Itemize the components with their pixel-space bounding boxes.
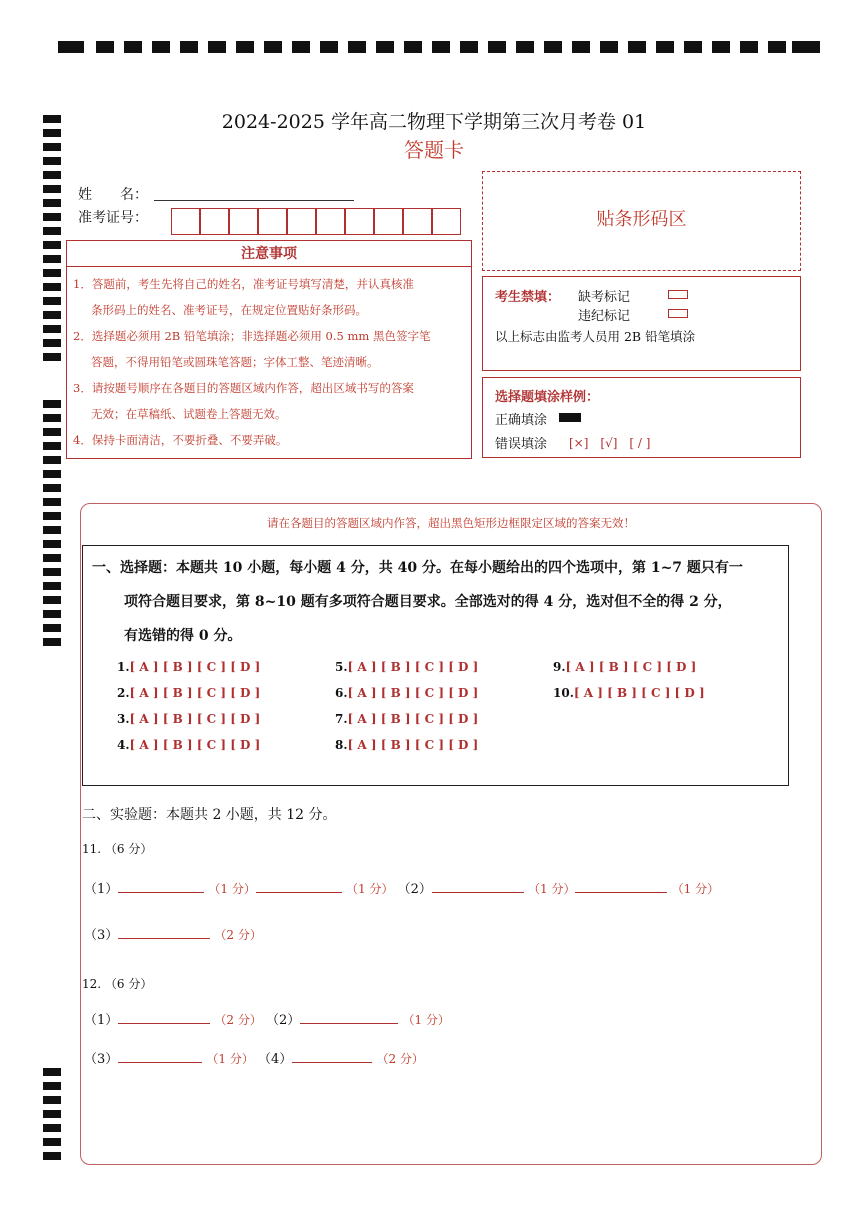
timing-mark [264,41,282,53]
answer-area-notice: 请在各题目的答题区域内作答，超出黑色矩形边框限定区域的答案无效！ [267,516,635,530]
question-number: 1. [117,660,130,674]
question-number: 2. [117,686,130,700]
choice-options[interactable]: [ A ] [ B ] [ C ] [ D ] [347,738,479,752]
question-number: 7. [335,712,348,726]
answer-blank[interactable] [300,1012,398,1024]
points: （2 分） [214,1013,262,1027]
timing-mark [43,1138,61,1146]
choice-options[interactable]: [ A ] [ B ] [ C ] [ D ] [347,686,479,700]
id-digit-box[interactable] [316,208,345,235]
part-label: （3） [84,928,119,943]
timing-mark [236,41,254,53]
choice-options[interactable]: [ A ] [ B ] [ C ] [ D ] [129,738,261,752]
timing-mark [43,512,61,520]
notice-item: 无效；在草稿纸、试题卷上答题无效。 [91,407,287,421]
timing-mark [43,353,61,361]
timing-mark [43,1110,61,1118]
sample-title: 选择题填涂样例： [495,390,600,405]
timing-mark [600,41,618,53]
answer-blank[interactable] [118,927,210,939]
choice-options[interactable]: [ A ] [ B ] [ C ] [ D ] [129,712,261,726]
mc-question-5[interactable] [335,660,478,674]
points: （1 分） [346,882,394,896]
answer-blank[interactable] [292,1051,372,1063]
timing-mark [404,41,422,53]
timing-mark [656,41,674,53]
choice-options[interactable]: [ A ] [ B ] [ C ] [ D ] [573,686,705,700]
timing-mark [43,610,61,618]
answer-blank[interactable] [575,881,667,893]
name-field[interactable] [154,200,354,201]
question-number: 5. [335,660,348,674]
points: （1 分） [671,882,720,896]
question-number: 8. [335,738,348,752]
notice-item: 2．选择题必须用 2B 铅笔填涂；非选择题必须用 0.5 mm 黑色签字笔 [73,329,431,343]
mc-question-7[interactable] [335,712,478,726]
answer-blank[interactable] [118,1012,210,1024]
timing-mark [43,283,61,291]
q12-label: 12. （6 分） [82,977,153,991]
timing-mark [460,41,478,53]
question-number: 6. [335,686,348,700]
timing-mark [43,484,61,492]
id-digit-box[interactable] [229,208,258,235]
points: （1 分） [402,1013,450,1027]
timing-mark [43,414,61,422]
timing-mark [43,596,61,604]
timing-mark [43,241,61,249]
timing-mark [432,41,450,53]
mc-instructions-line1: 一、选择题：本题共 10 小题，每小题 4 分，共 40 分。在每小题给出的四个选项中，第 1~7 题只有一 [92,560,743,576]
timing-mark [43,1096,61,1104]
id-digit-box[interactable] [403,208,432,235]
notice-item: 条形码上的姓名、准考证号，在规定位置贴好条形码。 [91,303,367,317]
ban-note: 以上标志由监考人员用 2B 铅笔填涂 [495,329,696,344]
part-label: （1） [84,1013,119,1028]
timing-mark [43,297,61,305]
timing-mark [43,185,61,193]
timing-mark [320,41,338,53]
notice-heading: 注意事项 [67,241,471,267]
page-subtitle: 答题卡 [404,138,464,162]
timing-mark [43,1152,61,1160]
wrong-fill-marks: [×] [√] [ / ] [569,436,651,450]
timing-mark [43,540,61,548]
id-digit-box[interactable] [258,208,287,235]
part-label: （1） [84,882,119,897]
timing-mark [43,456,61,464]
timing-mark [43,470,61,478]
correct-fill-mark [559,413,581,422]
timing-mark [348,41,366,53]
timing-mark [628,41,646,53]
fill-sample-box [482,377,801,458]
question-number: 9. [553,660,566,674]
timing-mark [43,269,61,277]
timing-mark [43,428,61,436]
timing-mark [43,554,61,562]
id-label: 准考证号： [78,210,148,226]
wrong-fill-label: 错误填涂 [495,437,548,452]
timing-mark [292,41,310,53]
timing-mark [58,41,84,53]
timing-mark [43,1068,61,1076]
question-number: 4. [117,738,130,752]
q12-row-1 [84,1009,450,1028]
points: （1 分） [208,882,256,896]
part-label: （2） [266,1013,301,1028]
id-digit-box[interactable] [432,208,461,235]
mc-question-4[interactable] [117,738,260,752]
timing-mark [43,638,61,646]
timing-mark [208,41,226,53]
choice-options[interactable]: [ A ] [ B ] [ C ] [ D ] [129,686,261,700]
timing-mark [96,41,114,53]
timing-mark [43,227,61,235]
mc-question-8[interactable] [335,738,478,752]
mc-instructions-line2: 项符合题目要求，第 8~10 题有多项符合题目要求。全部选对的得 4 分，选对但不全的得 2 分， [124,594,732,610]
timing-mark [43,498,61,506]
absent-mark-box[interactable] [668,290,688,299]
id-digit-box[interactable] [287,208,316,235]
ban-label: 考生禁填： [495,290,561,305]
q12-row-2 [84,1048,424,1067]
answer-blank[interactable] [432,881,524,893]
q11-row-1 [84,878,719,897]
absent-mark-label: 缺考标记 [578,290,631,305]
timing-mark [43,325,61,333]
barcode-area [482,171,801,271]
timing-mark [792,41,820,53]
mc-question-1[interactable] [117,660,260,674]
timing-mark [43,1082,61,1090]
barcode-label: 贴条形码区 [596,209,687,230]
exam-ban-box [482,276,801,371]
timing-mark [684,41,702,53]
points: （2 分） [376,1052,424,1066]
notice-item: 3．请按题号顺序在各题目的答题区域内作答，超出区域书写的答案 [73,381,414,395]
notice-item: 1．答题前，考生先将自己的姓名，准考证号填写清楚，并认真核准 [73,277,414,291]
question-number: 3. [117,712,130,726]
choice-options[interactable]: [ A ] [ B ] [ C ] [ D ] [565,660,697,674]
part-label: （4） [258,1052,293,1067]
page-title: 2024-2025 学年高二物理下学期第三次月考卷 01 [221,111,647,133]
timing-mark [488,41,506,53]
mc-question-2[interactable] [117,686,260,700]
mc-question-3[interactable] [117,712,260,726]
choice-options[interactable]: [ A ] [ B ] [ C ] [ D ] [347,712,479,726]
question-number: 10. [553,686,574,700]
notice-item: 4．保持卡面清洁，不要折叠、不要弄破。 [73,433,288,447]
id-digit-box[interactable] [200,208,229,235]
violation-mark-label: 违纪标记 [578,309,631,324]
answer-blank[interactable] [118,881,204,893]
timing-mark [43,442,61,450]
timing-mark [740,41,758,53]
points: （1 分） [528,882,576,896]
experiment-heading: 二、实验题：本题共 2 小题，共 12 分。 [82,807,337,823]
timing-mark [180,41,198,53]
timing-mark [43,582,61,590]
answer-blank[interactable] [118,1051,202,1063]
timing-mark [43,255,61,263]
answer-blank[interactable] [256,881,342,893]
id-digit-box[interactable] [171,208,200,235]
notice-item: 答题，不得用铅笔或圆珠笔答题；字体工整、笔迹清晰。 [91,355,379,369]
choice-options[interactable]: [ A ] [ B ] [ C ] [ D ] [347,660,479,674]
part-label: （3） [84,1052,119,1067]
timing-mark [124,41,142,53]
timing-mark [43,1124,61,1132]
q11-row-2 [84,924,262,943]
timing-mark [43,339,61,347]
id-digit-box[interactable] [345,208,374,235]
timing-mark [43,624,61,632]
timing-mark [152,41,170,53]
timing-mark [43,311,61,319]
top-timing-marks [58,41,820,55]
timing-mark [572,41,590,53]
timing-mark [43,400,61,408]
timing-mark [516,41,534,53]
correct-fill-label: 正确填涂 [495,413,548,428]
timing-mark [544,41,562,53]
mc-question-9[interactable] [553,660,696,674]
part-label: （2） [397,882,432,897]
timing-mark [43,213,61,221]
mc-question-6[interactable] [335,686,478,700]
timing-mark [768,41,786,53]
timing-mark [376,41,394,53]
points: （1 分） [206,1052,254,1066]
violation-mark-box[interactable] [668,309,688,318]
timing-mark [712,41,730,53]
points: （2 分） [214,928,262,942]
notice-box [66,240,472,459]
choice-options[interactable]: [ A ] [ B ] [ C ] [ D ] [129,660,261,674]
timing-mark [43,171,61,179]
id-digit-box[interactable] [374,208,403,235]
timing-mark [43,526,61,534]
q11-label: 11. （6 分） [82,842,153,856]
mc-question-10[interactable] [553,686,705,700]
name-label: 姓 名： [78,187,148,203]
timing-mark [43,568,61,576]
mc-instructions-line3: 有选错的得 0 分。 [124,628,242,644]
timing-mark [43,199,61,207]
